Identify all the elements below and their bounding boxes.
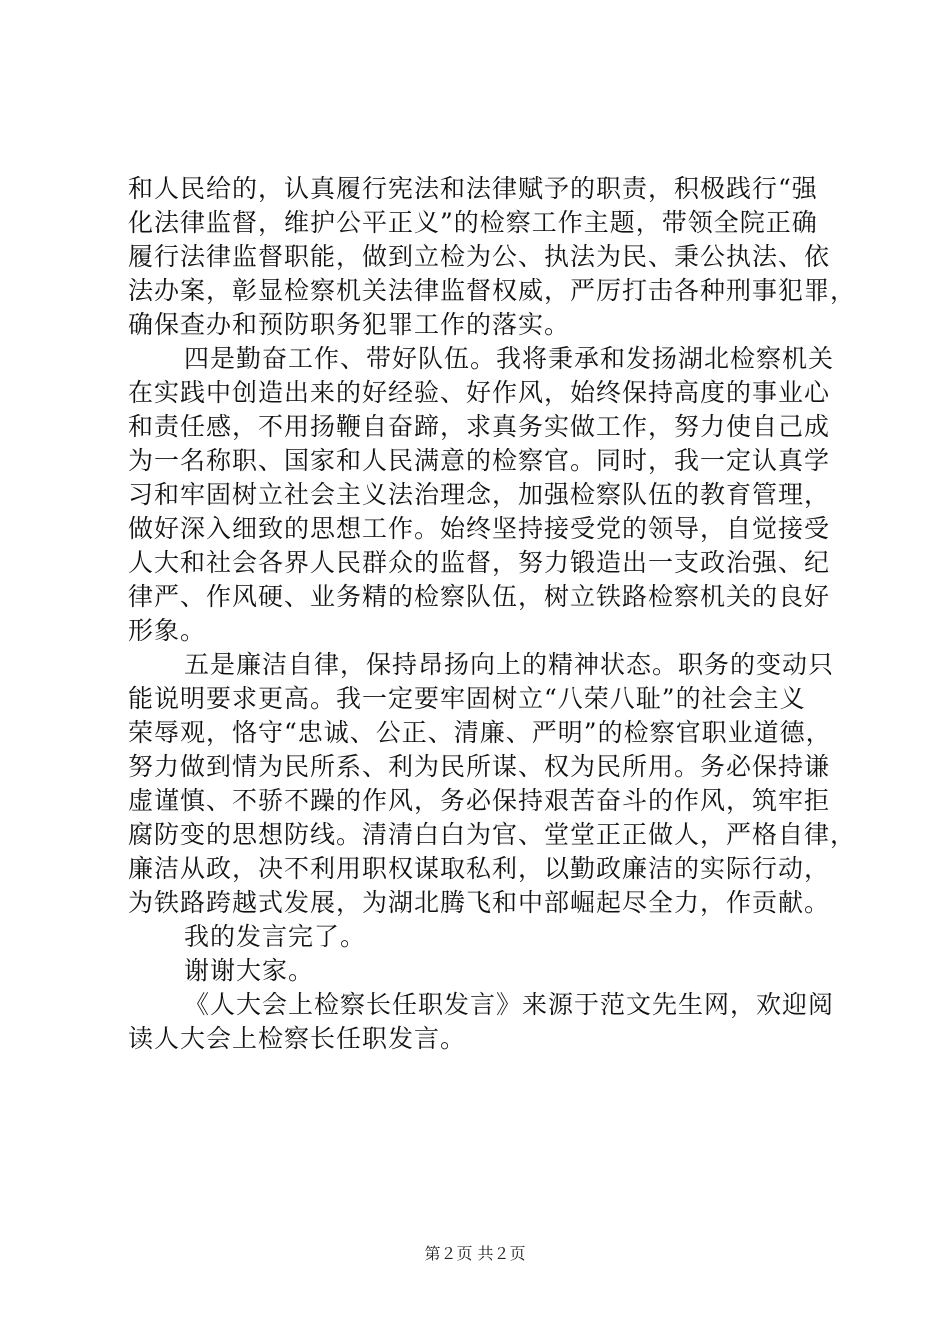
- text-line: 和人民给的，认真履行宪法和法律赋予的职责，积极践行“强: [128, 174, 818, 203]
- text-line: 能说明要求更高。我一定要牢固树立“八荣八耻”的社会主义: [128, 684, 806, 713]
- text-line: 律严、作风硬、业务精的检察队伍，树立铁路检察机关的良好: [128, 582, 831, 611]
- text-line: 腐防变的思想防线。清清白白为官、堂堂正正做人，严格自律，: [128, 820, 857, 849]
- text-line: 在实践中创造出来的好经验、好作风，始终保持高度的事业心: [128, 378, 831, 407]
- closing-line: 我的发言完了。: [184, 922, 367, 951]
- text-line: 形象。: [128, 616, 207, 645]
- closing-line: 谢谢大家。: [184, 956, 315, 985]
- text-line: 虚谨慎、不骄不躁的作风，务必保持艰苦奋斗的作风，筑牢拒: [128, 786, 831, 815]
- text-line: 为一名称职、国家和人民满意的检察官。同时，我一定认真学: [128, 446, 831, 475]
- text-line: 努力做到情为民所系、利为民所谋、权为民所用。务必保持谦: [128, 752, 831, 781]
- page-number-footer: 第２页 共２页: [424, 1244, 526, 1263]
- text-line: 做好深入细致的思想工作。始终坚持接受党的领导，自觉接受: [128, 514, 831, 543]
- source-note-line: 读人大会上检察长任职发言。: [128, 1024, 467, 1053]
- text-line: 化法律监督，维护公平正义”的检察工作主题，带领全院正确: [128, 208, 818, 237]
- text-line: 人大和社会各界人民群众的监督，努力锻造出一支政治强、纪: [128, 548, 831, 577]
- text-line: 和责任感，不用扬鞭自奋蹄，求真务实做工作，努力使自己成: [128, 412, 831, 441]
- paragraph-start-line: 四是勤奋工作、带好队伍。我将秉承和发扬湖北检察机关: [184, 344, 835, 373]
- text-line: 荣辱观，恪守“忠诚、公正、清廉、严明”的检察官职业道德，: [128, 718, 832, 747]
- paragraph-start-line: 五是廉洁自律，保持昂扬向上的精神状态。职务的变动只: [184, 650, 835, 679]
- text-line: 履行法律监督职能，做到立检为公、执法为民、秉公执法、依: [128, 242, 831, 271]
- text-line: 习和牢固树立社会主义法治理念，加强检察队伍的教育管理，: [128, 480, 831, 509]
- text-line: 廉洁从政，决不利用职权谋取私利，以勤政廉洁的实际行动，: [128, 854, 831, 883]
- text-line: 为铁路跨越式发展，为湖北腾飞和中部崛起尽全力，作贡献。: [128, 888, 831, 917]
- text-line: 确保查办和预防职务犯罪工作的落实。: [128, 310, 571, 339]
- text-line: 法办案，彰显检察机关法律监督权威，严厉打击各种刑事犯罪，: [128, 276, 857, 305]
- source-note-line: 《人大会上检察长任职发言》来源于范文先生网，欢迎阅: [184, 990, 835, 1019]
